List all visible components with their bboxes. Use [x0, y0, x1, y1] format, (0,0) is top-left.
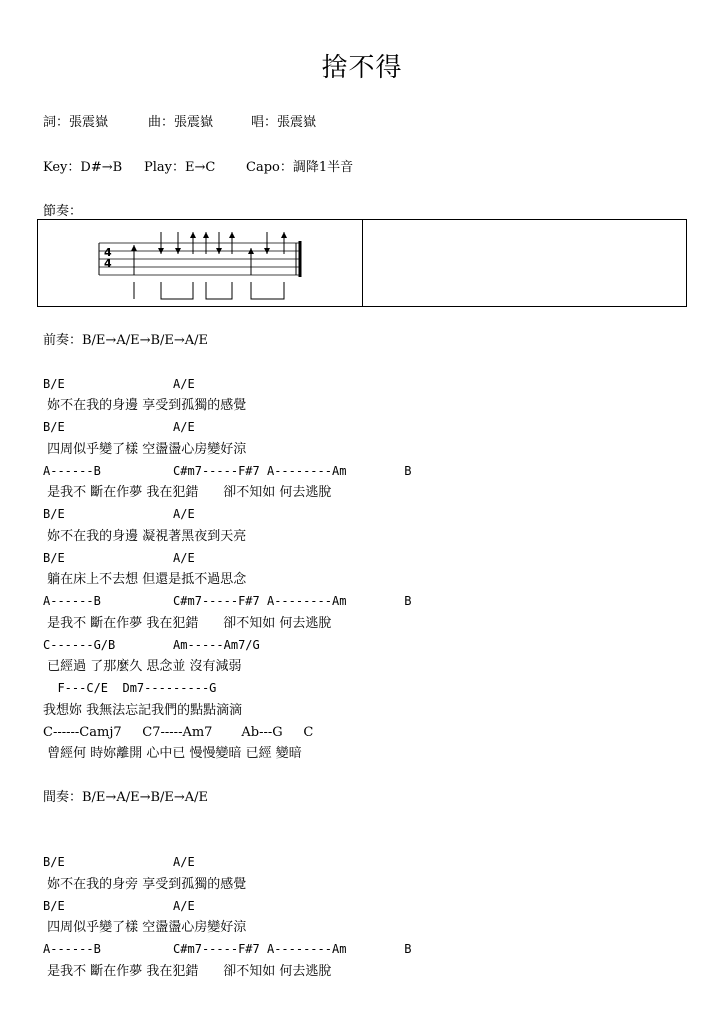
lyric-line: 躺在床上不去想 但還是抵不過思念 [43, 572, 247, 588]
strum-arrowhead [190, 232, 196, 238]
chord-line: B/E A/E [43, 898, 195, 913]
chord-line: F---C/E Dm7---------G [43, 681, 217, 695]
strum-arrowhead [229, 232, 235, 238]
capo-info: Capo：調降1半音 [246, 160, 354, 175]
rhythm-box [37, 219, 687, 307]
time-signature-bottom: 4 [104, 257, 112, 270]
lyric-line: 前奏：B/E→A/E→B/E→A/E [43, 333, 209, 348]
lyric-line: C------Camj7 C7-----Am7 Ab---G C [43, 724, 314, 740]
chord-line: B/E A/E [43, 420, 195, 434]
lyric-line: 曾經何 時妳離開 心中已 慢慢變暗 已經 變暗 [43, 746, 302, 762]
chord-line: B/E A/E [43, 855, 195, 869]
chord-line: A------B C#m7-----F#7 A--------Am B [43, 942, 412, 956]
lyric-line: 是我不 斷在作夢 我在犯錯 卻不知如 何去逃脫 [43, 485, 332, 501]
chord-line: A------B C#m7-----F#7 A--------Am B [43, 463, 412, 478]
rhythm-label: 節奏： [43, 204, 83, 219]
chord-line: B/E A/E [43, 550, 195, 565]
blank-line [43, 830, 411, 852]
strum-arrowhead [203, 232, 209, 238]
composer-credit: 曲：張震嶽 [148, 115, 214, 130]
strum-arrows [131, 232, 287, 275]
strum-arrowhead [281, 232, 287, 238]
lyric-line: 已經過 了那麼久 思念並 沒有減弱 [43, 659, 242, 675]
chord-line: B/E A/E [43, 507, 195, 521]
lyric-line: 我想妳 我無法忘記我們的點點滴滴 [43, 702, 243, 718]
chord-line: B/E A/E [43, 376, 195, 391]
key-info: Key：D#→B [43, 160, 123, 175]
time-signature-top: 4 [104, 246, 112, 259]
rhythm-box-divider [362, 220, 363, 306]
strum-arrowhead [131, 245, 137, 251]
lyric-line: 是我不 斷在作夢 我在犯錯 卻不知如 何去逃脫 [43, 615, 332, 631]
lyric-line: 妳不在我的身邊 凝視著黑夜到天亮 [43, 528, 247, 544]
beam-group [206, 282, 232, 299]
song-title: 捨不得 [321, 53, 403, 83]
chord-line: C------G/B Am-----Am7/G [43, 637, 260, 652]
note-beams [134, 282, 284, 299]
key-line [43, 156, 353, 175]
blank-line [43, 352, 411, 374]
beam-group [161, 282, 193, 299]
lyric-line: 四周似乎變了樣 空盪盪心房變好涼 [43, 441, 247, 457]
lyric-line: 間奏：B/E→A/E→B/E→A/E [43, 789, 209, 805]
chord-lyric-sheet [43, 330, 411, 983]
staff-lines [99, 243, 300, 275]
rhythm-notation [38, 220, 362, 306]
lyric-line: 妳不在我的身旁 享受到孤獨的感覺 [43, 876, 247, 892]
lyric-line: 四周似乎變了樣 空盪盪心房變好涼 [43, 920, 247, 936]
blank-line [43, 809, 411, 831]
lyric-line: 妳不在我的身邊 享受到孤獨的感覺 [43, 398, 247, 414]
play-info: Play：E→C [144, 160, 216, 175]
blank-line [43, 765, 411, 787]
credits-line [43, 111, 316, 130]
lyric-line: 是我不 斷在作夢 我在犯錯 卻不知如 何去逃脫 [43, 963, 332, 979]
singer-credit: 唱：張震嶽 [251, 115, 317, 130]
beam-group [251, 282, 284, 299]
chord-line: A------B C#m7-----F#7 A--------Am B [43, 594, 412, 608]
lyricist-credit: 詞：張震嶽 [43, 115, 109, 130]
